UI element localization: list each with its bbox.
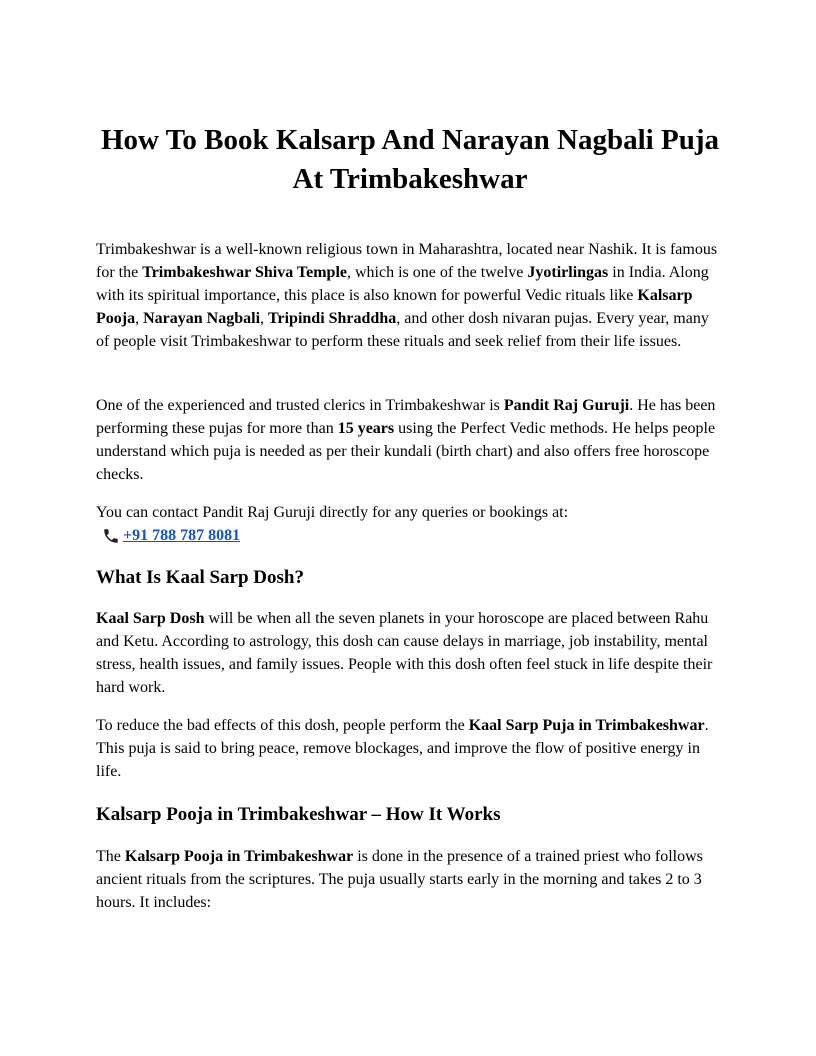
how-it-works-paragraph: The Kalsarp Pooja in Trimbakeshwar is done in the presence of a trained priest who follows ancient rituals from the scriptures. The puja usually starts early in the morning and takes 2 to 3 hours. It includes: — [96, 848, 703, 911]
contact-paragraph — [96, 501, 724, 547]
phone-link[interactable]: +91 788 787 8081 — [123, 527, 241, 544]
contact-text: You can contact Pandit Raj Guruji directly for any queries or bookings at: — [96, 504, 569, 521]
section-heading-how-it-works: Kalsarp Pooja in Trimbakeshwar – How It Works — [96, 804, 501, 825]
section-heading-kaal-sarp-dosh: What Is Kaal Sarp Dosh? — [96, 567, 304, 588]
phone-line — [96, 524, 724, 547]
kaal-sarp-paragraph-2: To reduce the bad effects of this dosh, people perform the Kaal Sarp Puja in Trimbakeshwar. This puja is said to bring peace, remove blockages, and improve the flow of positive energy in life. — [96, 717, 709, 780]
guruji-paragraph: One of the experienced and trusted clerics in Trimbakeshwar is Pandit Raj Guruji. He has been performing these pujas for more than 15 years using the Perfect Vedic methods. He helps people understand which puja is needed as per their kundali (birth chart) and also offers free horoscope checks. — [96, 397, 716, 483]
kaal-sarp-paragraph-1: Kaal Sarp Dosh will be when all the seven planets in your horoscope are placed between Rahu and Ketu. According to astrology, this dosh can cause delays in marriage, job instability, mental stress, health issues, and family issues. People with this dosh often feel stuck in life despite their hard work. — [96, 610, 713, 696]
telephone-icon — [101, 527, 121, 545]
intro-paragraph: Trimbakeshwar is a well-known religious town in Maharashtra, located near Nashik. It is famous for the Trimbakeshwar Shiva Temple, which is one of the twelve Jyotirlingas in India. Along with its spiritual importance, this place is also known for powerful Vedic rituals like Kalsarp Pooja, Narayan Nagbali, Tripindi Shraddha, and other dosh nivaran pujas. Every year, many of people visit Trimbakeshwar to perform these rituals and seek relief from their life issues. — [96, 241, 718, 350]
page-title: How To Book Kalsarp And Narayan Nagbali Puja At Trimbakeshwar — [100, 124, 719, 195]
